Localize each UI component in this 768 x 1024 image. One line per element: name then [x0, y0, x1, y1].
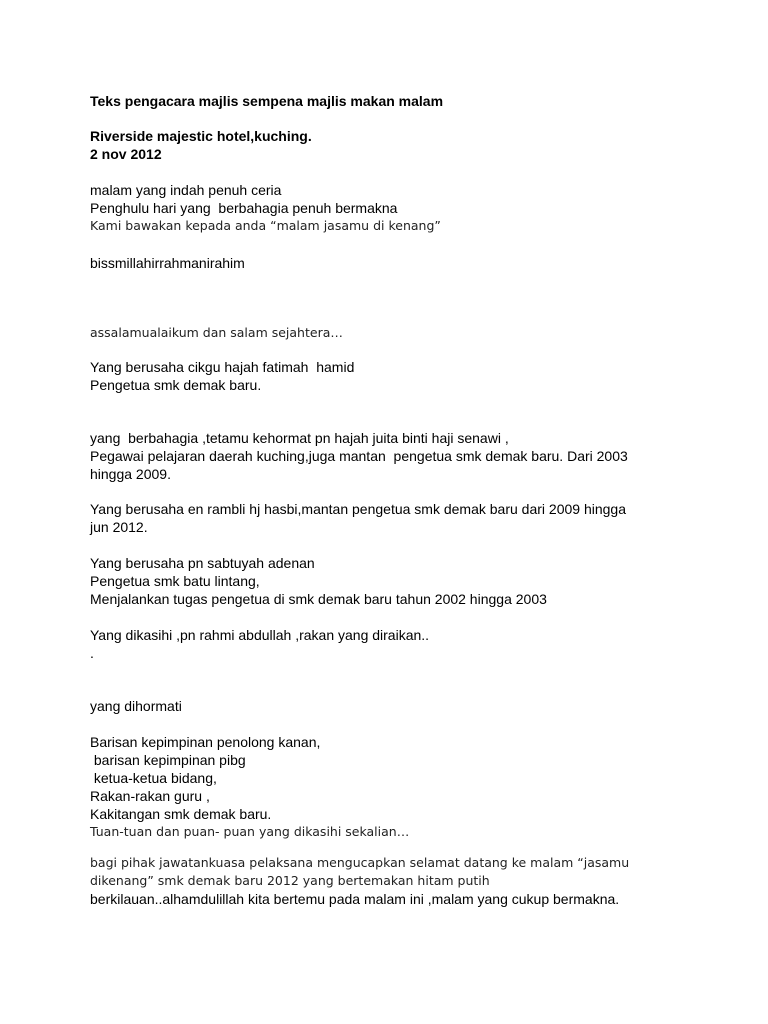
- guest-block-2: [90, 429, 730, 483]
- title-block: [90, 92, 730, 110]
- venue-text: Riverside majestic hotel,kuching.: [90, 128, 312, 144]
- respected-item: Rakan-rakan guru ,: [90, 788, 210, 804]
- closing-line: bagi pihak jawatankuasa pelaksana mengucapkan selamat datang ke malam “jasamu: [90, 855, 630, 870]
- guest-line: Yang berusaha cikgu hajah fatimah hamid: [90, 359, 355, 375]
- guest-block-5: [90, 626, 730, 662]
- guest-line: Pegawai pelajaran daerah kuching,juga mantan pengetua smk demak baru. Dari 2003: [90, 448, 628, 464]
- guest-block-1: [90, 358, 730, 394]
- salam-text: assalamualaikum dan salam sejahtera…: [90, 325, 343, 340]
- respected-item: Kakitangan smk demak baru.: [90, 806, 272, 822]
- opening-block: [90, 181, 730, 235]
- guest-line: Yang dikasihi ,pn rahmi abdullah ,rakan yang diraikan..: [90, 627, 430, 643]
- guest-line: Yang berusaha pn sabtuyah adenan: [90, 555, 315, 571]
- guest-line: .: [90, 645, 94, 661]
- document-title: Teks pengacara majlis sempena majlis makan malam: [90, 93, 444, 109]
- guest-line: Menjalankan tugas pengetua di smk demak baru tahun 2002 hingga 2003: [90, 591, 547, 607]
- guest-block-4: [90, 554, 730, 608]
- closing-line: berkilauan..alhamdulillah kita bertemu pada malam ini ,malam yang cukup bermakna.: [90, 891, 620, 907]
- respected-heading-block: [90, 697, 730, 715]
- guest-line: yang berbahagia ,tetamu kehormat pn hajah juita binti haji senawi ,: [90, 430, 509, 446]
- guest-line: Pengetua smk demak baru.: [90, 377, 262, 393]
- respected-item: barisan kepimpinan pibg: [90, 752, 246, 768]
- guest-line: hingga 2009.: [90, 466, 171, 482]
- salam-block: [90, 324, 730, 342]
- venue-block: [90, 127, 730, 163]
- bismillah-text: bissmillahirrahmanirahim: [90, 255, 245, 271]
- opening-line: Kami bawakan kepada anda “malam jasamu di kenang”: [90, 218, 441, 233]
- guest-line: jun 2012.: [90, 519, 148, 535]
- guest-block-3: [90, 500, 730, 536]
- respected-list-block: [90, 733, 730, 841]
- date-text: 2 nov 2012: [90, 146, 162, 162]
- respected-item: Tuan-tuan dan puan- puan yang dikasihi sekalian…: [90, 824, 410, 839]
- guest-line: Pengetua smk batu lintang,: [90, 573, 260, 589]
- respected-item: Barisan kepimpinan penolong kanan,: [90, 734, 321, 750]
- closing-line: dikenang” smk demak baru 2012 yang bertemakan hitam putih: [90, 873, 490, 888]
- closing-block: [90, 854, 730, 908]
- guest-line: Yang berusaha en rambli hj hasbi,mantan pengetua smk demak baru dari 2009 hingga: [90, 501, 626, 517]
- opening-line: malam yang indah penuh ceria: [90, 182, 282, 198]
- respected-heading: yang dihormati: [90, 698, 182, 714]
- respected-item: ketua-ketua bidang,: [90, 770, 217, 786]
- bismillah-block: [90, 254, 730, 272]
- opening-line: Penghulu hari yang berbahagia penuh bermakna: [90, 200, 398, 216]
